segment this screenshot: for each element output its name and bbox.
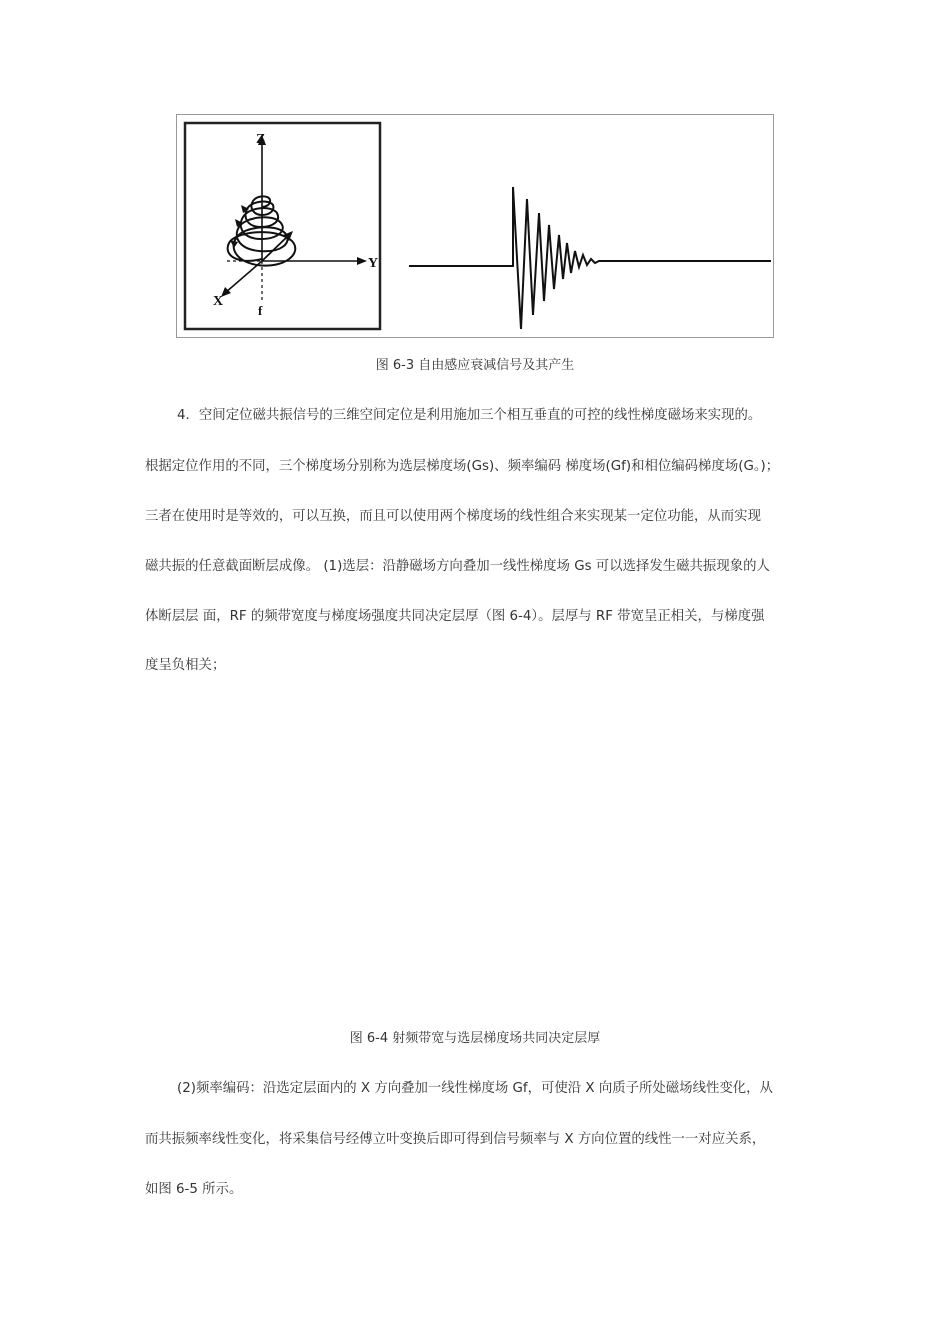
paragraph-4-line: 度呈负相关； — [145, 658, 226, 673]
z-axis-label: Z — [256, 132, 266, 147]
y-axis-label: Y — [368, 256, 379, 271]
fid-signal-curve — [409, 187, 771, 329]
figure-6-3-caption: 图 6-3 自由感应衰减信号及其产生 — [375, 358, 575, 373]
paragraph-4-line: 体断层层 面，RF 的频带宽度与梯度场强度共同决定层厚（图 6-4）。层厚与 RF 带宽呈正相关，与梯度强 — [145, 609, 765, 624]
paragraph-4-line: 磁共振的任意截面断层成像。 (1)选层：沿静磁场方向叠加一线性梯度场 Gs 可以选择发生磁共振现象的人 — [145, 559, 770, 574]
f-label: f — [258, 303, 263, 318]
spiral-arrow — [230, 240, 238, 248]
paragraph-2-line: 而共振频率线性变化，将采集信号经傅立叶变换后即可得到信号频率与 X 方向位置的线性一一对应关系， — [145, 1132, 766, 1147]
paragraph-4-line: 三者在使用时是等效的，可以互换，而且可以使用两个梯度场的线性组合来实现某一定位功能，从而实现 — [145, 509, 761, 524]
figure-6-4-caption: 图 6-4 射频带宽与选层梯度场共同决定层厚 — [349, 1031, 601, 1046]
paragraph-2-line: (2)频率编码：沿选定层面内的 X 方向叠加一线性梯度场 Gf，可使沿 X 向质子所处磁场线性变化，从 — [177, 1081, 773, 1096]
paragraph-4-line: 根据定位作用的不同，三个梯度场分别称为选层梯度场(Gs)、频率编码 梯度场(Gf)和相位编码梯度场(G。)； — [145, 459, 780, 474]
x-axis-label: X — [213, 294, 224, 309]
paragraph-4-line: 4．空间定位磁共振信号的三维空间定位是利用施加三个相互垂直的可控的线性梯度磁场来实现的。 — [177, 408, 762, 423]
fid-figure-svg — [177, 115, 775, 339]
figure-6-3 — [176, 114, 774, 338]
y-axis-arrow — [357, 257, 367, 265]
paragraph-2-line: 如图 6-5 所示。 — [145, 1182, 243, 1197]
